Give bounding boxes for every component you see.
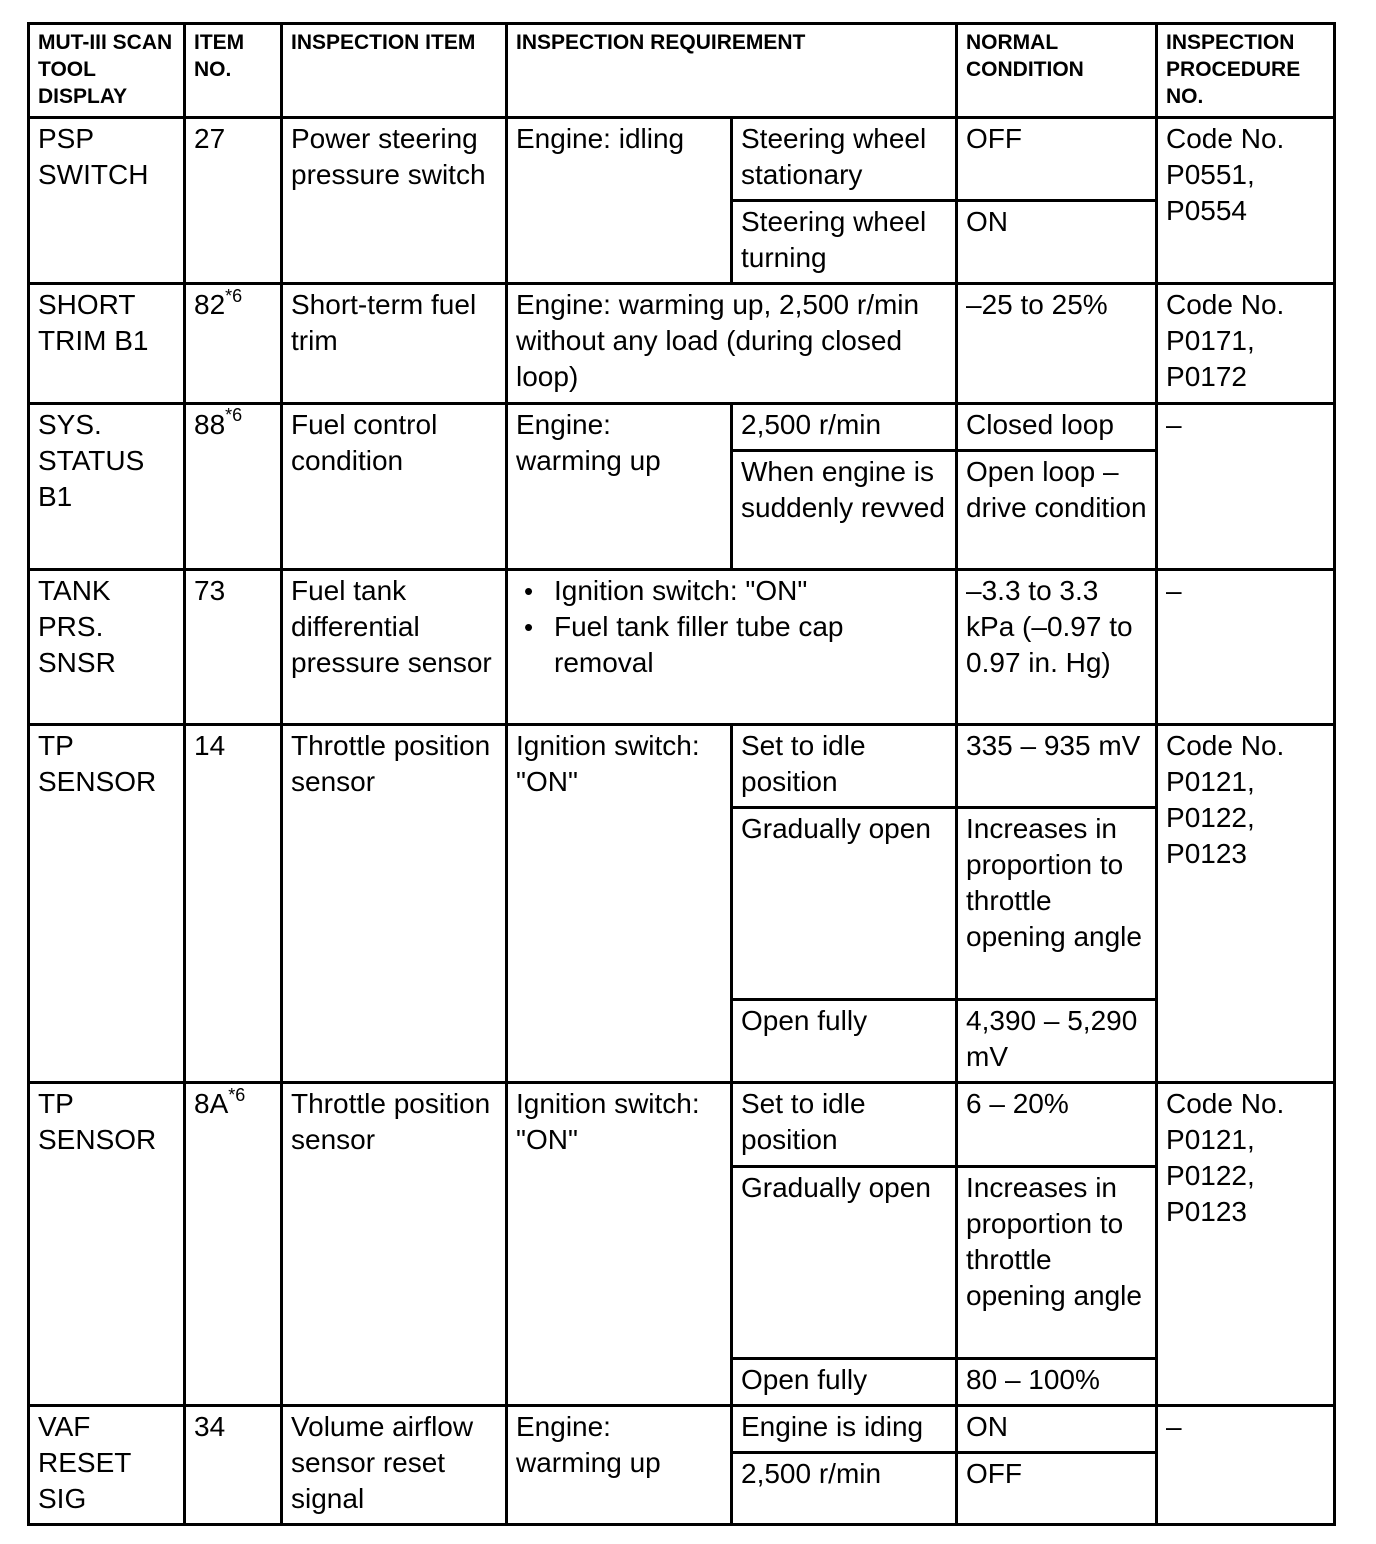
- cell-display: VAF RESET SIG: [29, 1405, 185, 1524]
- inspection-table: [27, 22, 1336, 1526]
- item-number: 8A: [194, 1088, 229, 1120]
- cell-normal-condition: 6 – 20%: [957, 1083, 1157, 1166]
- header-row: [29, 24, 1335, 118]
- cell-inspection-item: Throttle position sensor: [282, 1083, 507, 1405]
- table-row: [29, 569, 1335, 724]
- cell-display: SHORT TRIM B1: [29, 284, 185, 403]
- cell-procedure: Code No. P0121, P0122, P0123: [1157, 1083, 1335, 1405]
- footnote-mark: *6: [225, 286, 243, 307]
- cell-procedure: –: [1157, 569, 1335, 724]
- cell-requirement: Engine: warming up: [507, 1405, 732, 1524]
- table-row: [29, 284, 1335, 403]
- table-row: [29, 118, 1335, 201]
- cell-normal-condition: Increases in proportion to throttle opening angle: [957, 1166, 1157, 1358]
- table-row: [29, 1405, 1335, 1452]
- cell-sub-condition: When engine is suddenly revved: [732, 450, 957, 569]
- cell-display: TP SENSOR: [29, 1083, 185, 1405]
- cell-requirement: Engine: warming up: [507, 403, 732, 569]
- cell-requirement: Ignition switch: "ON": [507, 1083, 732, 1405]
- header-normal-condition: NORMAL CONDITION: [957, 24, 1157, 118]
- cell-requirement: Engine: idling: [507, 118, 732, 284]
- header-inspection-requirement: INSPECTION REQUIREMENT: [507, 24, 957, 118]
- cell-display: SYS. STATUS B1: [29, 403, 185, 569]
- header-item-no: ITEM NO.: [185, 24, 282, 118]
- cell-sub-condition: Steering wheel turning: [732, 201, 957, 284]
- cell-sub-condition: Open fully: [732, 1358, 957, 1405]
- cell-inspection-item: Short-term fuel trim: [282, 284, 507, 403]
- cell-inspection-item: Fuel control condition: [282, 403, 507, 569]
- cell-normal-condition: –25 to 25%: [957, 284, 1157, 403]
- table-row: [29, 403, 1335, 450]
- list-item: • Ignition switch: "ON": [554, 573, 947, 609]
- cell-normal-condition: ON: [957, 201, 1157, 284]
- footnote-mark: *6: [225, 405, 243, 426]
- cell-sub-condition: Open fully: [732, 1000, 957, 1083]
- cell-procedure: –: [1157, 1405, 1335, 1524]
- cell-inspection-item: Throttle position sensor: [282, 724, 507, 1082]
- cell-procedure: –: [1157, 403, 1335, 569]
- cell-procedure: Code No. P0171, P0172: [1157, 284, 1335, 403]
- cell-requirement: Engine: warming up, 2,500 r/min without any load (during closed loop): [507, 284, 957, 403]
- header-procedure-no: INSPECTION PROCEDURE NO.: [1157, 24, 1335, 118]
- cell-inspection-item: Power steering pressure switch: [282, 118, 507, 284]
- table-row: [29, 1083, 1335, 1166]
- cell-display: TP SENSOR: [29, 724, 185, 1082]
- cell-normal-condition: Closed loop: [957, 403, 1157, 450]
- cell-sub-condition: 2,500 r/min: [732, 1452, 957, 1524]
- cell-inspection-item: Volume airflow sensor reset signal: [282, 1405, 507, 1524]
- list-item: • Fuel tank filler tube cap removal: [554, 609, 947, 681]
- requirement-list: [516, 573, 947, 681]
- cell-procedure: Code No. P0121, P0122, P0123: [1157, 724, 1335, 1082]
- cell-normal-condition: Open loop – drive condition: [957, 450, 1157, 569]
- cell-requirement: Ignition switch: "ON": [507, 724, 732, 1082]
- cell-item-no: [185, 284, 282, 403]
- cell-normal-condition: 335 – 935 mV: [957, 724, 1157, 807]
- cell-sub-condition: Set to idle position: [732, 724, 957, 807]
- cell-procedure: Code No. P0551, P0554: [1157, 118, 1335, 284]
- cell-display: PSP SWITCH: [29, 118, 185, 284]
- cell-sub-condition: Gradually open: [732, 1166, 957, 1358]
- header-inspection-item: INSPECTION ITEM: [282, 24, 507, 118]
- cell-sub-condition: Engine is iding: [732, 1405, 957, 1452]
- cell-requirement: [507, 569, 957, 724]
- cell-normal-condition: OFF: [957, 1452, 1157, 1524]
- cell-sub-condition: Steering wheel stationary: [732, 118, 957, 201]
- cell-item-no: 14: [185, 724, 282, 1082]
- cell-normal-condition: OFF: [957, 118, 1157, 201]
- cell-normal-condition: 80 – 100%: [957, 1358, 1157, 1405]
- cell-sub-condition: 2,500 r/min: [732, 403, 957, 450]
- cell-item-no: 27: [185, 118, 282, 284]
- cell-sub-condition: Gradually open: [732, 808, 957, 1000]
- footnote-mark: *6: [228, 1085, 246, 1106]
- cell-sub-condition: Set to idle position: [732, 1083, 957, 1166]
- table-row: [29, 724, 1335, 807]
- cell-normal-condition: 4,390 – 5,290 mV: [957, 1000, 1157, 1083]
- cell-item-no: [185, 1083, 282, 1405]
- cell-item-no: [185, 403, 282, 569]
- cell-normal-condition: –3.3 to 3.3 kPa (–0.97 to 0.97 in. Hg): [957, 569, 1157, 724]
- cell-inspection-item: Fuel tank differential pressure sensor: [282, 569, 507, 724]
- cell-normal-condition: ON: [957, 1405, 1157, 1452]
- item-number: 82: [194, 289, 226, 321]
- cell-item-no: 73: [185, 569, 282, 724]
- cell-display: TANK PRS. SNSR: [29, 569, 185, 724]
- cell-normal-condition: Increases in proportion to throttle opening angle: [957, 808, 1157, 1000]
- item-number: 88: [194, 408, 226, 440]
- header-display: MUT-III SCAN TOOL DISPLAY: [29, 24, 185, 118]
- cell-item-no: 34: [185, 1405, 282, 1524]
